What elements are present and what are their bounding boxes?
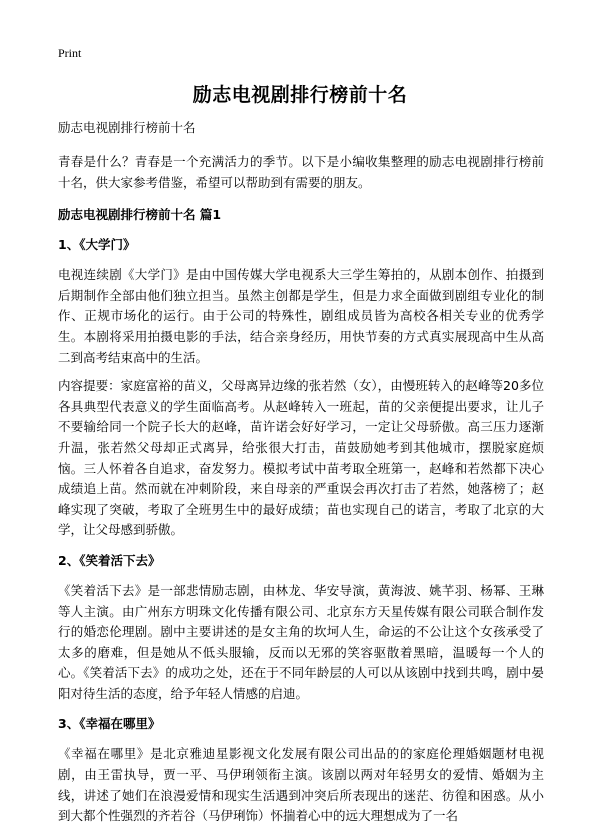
section-heading-1: 1、《大学门》 <box>58 237 136 253</box>
section-1-paragraph-1: 电视连续剧《大学门》是由中国传媒大学电视系大三学生筹拍的，从剧本创作、拍摄到后期制作全部由他们独立担当。虽然主创都是学生，但是力求全面做到剧组专业化的制作、正规市场化的运行。由于公司的特殊性，剧组成员皆为高校各相关专业的优秀学生。本剧将采用拍摄电影的手法，结合亲身经历，用快节奏的方式真实展现高中生从高二到高考结束高中的生活。 <box>58 267 544 365</box>
article-subtitle: 励志电视剧排行榜前十名 <box>58 120 196 135</box>
section-heading-3: 3、《幸福在哪里》 <box>58 716 161 732</box>
print-link[interactable]: Print <box>58 46 82 60</box>
article-body <box>58 118 544 828</box>
section-1-paragraph-2: 内容提要：家庭富裕的苗义，父母离异边缘的张若然（女），由慢班转入的赵峰等20多位各具典型代表意义的学生面临高考。从赵峰转入一班起，苗的父亲便提出要求，让儿子不要输给同一个院子长大的赵峰，苗许诺会好好学习，一定让父母骄傲。高三压力逐渐升温，张若然父母却正式离异，给张很大打击，苗鼓励她考到其他城市，摆脱家庭烦恼。三人怀着各自追求，奋发努力。模拟考试中苗考取全班第一，赵峰和若然都下决心成绩追上苗。然而就在冲刺阶段，来自母亲的严重误会再次打击了若然，她落榜了；赵峰实现了突破，考取了全班男生中的最好成绩；苗也实现自己的诺言，考取了北京的大学，让父母感到骄傲。 <box>58 378 544 538</box>
section-3-paragraph-1: 《幸福在哪里》是北京雅迪星影视文化发展有限公司出品的的家庭伦理婚姻题材电视剧，由王雷执导，贾一平、马伊琍领衔主演。该剧以两对年轻男女的爱情、婚姻为主线，讲述了她们在浪漫爱情和现实生活遇到冲突后所表现出的迷茫、彷徨和困惑。从小到大都个性强烈的齐若谷（马伊琍饰）怀揣着心中的远大理想成为了一名 <box>58 746 544 824</box>
intro-paragraph: 青春是什么？青春是一个充满活力的季节。以下是小编收集整理的励志电视剧排行榜前十名，供大家参考借鉴，希望可以帮助到有需要的朋友。 <box>58 154 544 190</box>
part-heading: 励志电视剧排行榜前十名 篇1 <box>58 207 222 223</box>
section-2-paragraph-1: 《笑着活下去》是一部悲情励志剧，由林龙、华安导演，黄海波、姚芊羽、杨幂、王琳等人主演。由广州东方明珠文化传播有限公司、北京东方天星传媒有限公司联合制作发行的婚恋伦理剧。剧中主要讲述的是女主角的坎坷人生，命运的不公让这个女孩承受了太多的磨难，但是她从不低头服输，反而以无邪的笑容驱散着黑暗，温暖每一个人的心。《笑着活下去》的成功之处，还在于不同年龄层的人可以从该剧中找到共鸣，剧中晏阳对待生活的态度，给予年轻人情感的启迪。 <box>58 582 544 701</box>
page-title: 励志电视剧排行榜前十名 <box>192 84 408 106</box>
section-heading-2: 2、《笑着活下去》 <box>58 552 161 568</box>
